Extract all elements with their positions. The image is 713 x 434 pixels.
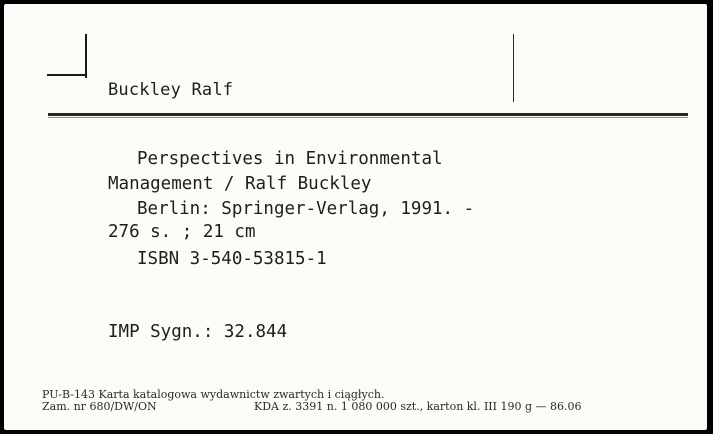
publication-line: Berlin: Springer-Verlag, 1991. - <box>137 199 475 219</box>
catalog-card <box>4 4 707 430</box>
isbn-line: ISBN 3-540-53815-1 <box>137 249 327 269</box>
footer-print-info: KDA z. 3391 n. 1 080 000 szt., karton kl. III 190 g — 86.06 <box>254 400 582 413</box>
footer-form-title: PU-B-143 Karta katalogowa wydawnictw zwartych i ciągłych. <box>42 388 385 401</box>
heading-rule <box>48 113 688 116</box>
corner-mark-horizontal <box>47 74 87 76</box>
title-line-1: Perspectives in Environmental <box>137 149 443 169</box>
vertical-rule <box>513 34 514 102</box>
extent-line: 276 s. ; 21 cm <box>108 222 256 242</box>
footer-order-number: Zam. nr 680/DW/ON <box>42 400 157 413</box>
author-heading: Buckley Ralf <box>108 80 234 100</box>
call-number: IMP Sygn.: 32.844 <box>108 322 288 342</box>
heading-rule-shadow <box>48 117 688 118</box>
title-line-2: Management / Ralf Buckley <box>108 174 372 194</box>
corner-mark-vertical <box>85 34 87 78</box>
